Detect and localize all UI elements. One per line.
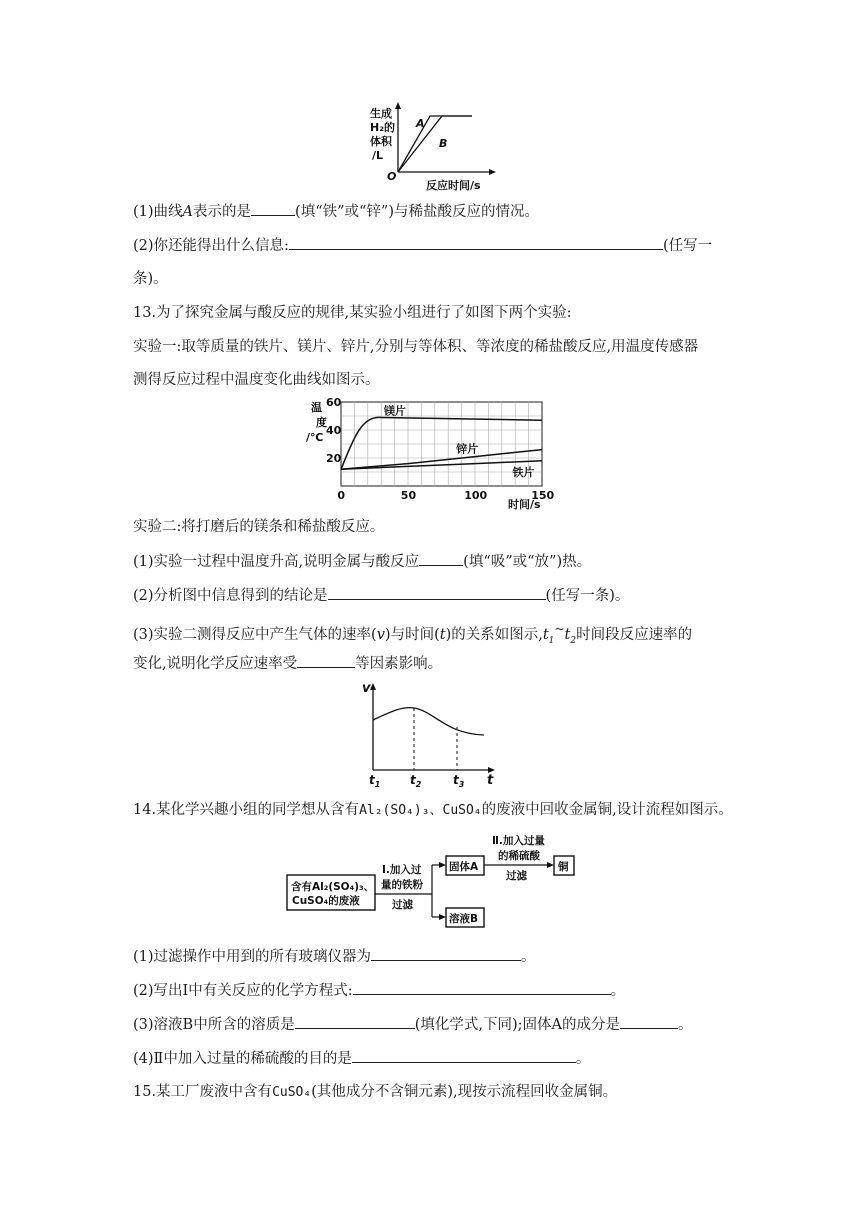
q14-p4-blank[interactable] (352, 1048, 576, 1063)
h2-volume-figure (360, 100, 500, 195)
temp-series-label: 锌片 (456, 442, 479, 456)
step1-line2: 量的铁粉 (381, 879, 423, 891)
temperature-chart (300, 396, 560, 514)
q12-p2-blank[interactable] (289, 235, 663, 250)
q14-p2-text: (2)写出Ⅰ中有关反应的化学方程式: (133, 983, 353, 999)
arrow-to-copper (547, 862, 554, 868)
q14-p3-text: (3)溶液B中所含的溶质是 (133, 1017, 295, 1033)
figure3-t3-label: $t_3$ (453, 773, 465, 789)
q12-p2-tail: (任写一 (662, 238, 713, 254)
temp-series-label: 镁片 (383, 404, 406, 418)
q13-exp1-text1: 实验一:取等质量的铁片、镁片、锌片,分别与等体积、等浓度的稀盐酸反应,用温度传感器 (133, 339, 699, 355)
q12-p1-tail: (填“铁”或“锌”)与稀盐酸反应的情况。 (295, 204, 539, 220)
curve-a-label: A (416, 117, 425, 130)
q13-p3-t1: $t_1$ (542, 626, 555, 646)
temp-ylabel-2: 度 (316, 416, 327, 429)
figure1-xlabel: 反应时间/s (426, 179, 481, 192)
figure3-xlabel: t (487, 773, 494, 788)
q14-part3 (133, 1014, 692, 1035)
temp-ylabel-1: 温 (311, 401, 322, 414)
temp-y-tick: 20 (326, 452, 342, 465)
copper-label: 铜 (558, 861, 569, 873)
q13-p2-tail: (任写一条)。 (545, 588, 630, 604)
q14-intro (133, 800, 733, 821)
q14-p4-tail: 。 (575, 1051, 591, 1067)
q13-p3-f: 等因素影响。 (355, 656, 443, 672)
q14-p3-blank1[interactable] (295, 1014, 415, 1029)
q13-exp1-line1 (133, 337, 698, 357)
solid-a-label: 固体A (449, 861, 479, 873)
start-line1: 含有Al₂(SO₄)₃、 (291, 881, 375, 893)
q14-p2-blank[interactable] (353, 980, 611, 995)
temp-x-tick: 100 (464, 489, 488, 502)
q14-p1-text: (1)过滤操作中用到的所有玻璃仪器为 (133, 949, 372, 965)
q14-p3-tail: 。 (677, 1017, 693, 1033)
figure1-ylabel-4: /L (372, 149, 384, 162)
step2-line1: Ⅱ.加入过量 (492, 835, 545, 847)
temp-ylabel-3: /℃ (306, 431, 324, 444)
rate-curve (373, 708, 484, 735)
q13-exp2 (133, 517, 384, 537)
q13-p3-t: t (439, 626, 446, 643)
step1-line1: Ⅰ.加入过 (382, 864, 422, 876)
q13-p2-blank[interactable] (328, 585, 546, 600)
q13-p3-t2: $t_2$ (564, 626, 577, 646)
q12-p1-after: 表示的是 (193, 204, 252, 220)
q13-part1 (133, 551, 591, 572)
q14-part1 (133, 946, 536, 967)
arrow-to-solid-a (439, 862, 446, 868)
q14-intro-formula: Al₂(SO₄)₃、CuSO₄ (359, 803, 482, 818)
step2-line3: 过滤 (506, 870, 527, 882)
temp-y-tick: 40 (326, 424, 342, 437)
solution-b-label: 溶液B (449, 913, 479, 925)
q13-p3-a: (3)实验二测得反应中产生气体的速率( (133, 626, 377, 643)
q14-intro-a: 14.某化学兴趣小组的同学想从含有 (133, 802, 360, 818)
figure3-t2-label: $t_2$ (410, 773, 422, 789)
curve-b-label: B (439, 137, 448, 150)
figure1-origin: O (387, 170, 397, 183)
temp-xlabel: 时间/s (508, 498, 541, 511)
q12-p1-blank[interactable] (251, 201, 295, 216)
q14-p3-mid: (填化学式,下同);固体A的成分是 (414, 1017, 620, 1033)
start-line2: CuSO₄的废液 (292, 895, 360, 907)
q12-p2-text: (2)你还能得出什么信息: (133, 238, 289, 254)
q13-p1-blank[interactable] (419, 551, 463, 566)
q13-p3-b: )与时间( (384, 626, 440, 643)
temp-series-label: 铁片 (512, 465, 535, 479)
temp-x-tick: 150 (531, 489, 555, 502)
figure1-y-arrow (395, 102, 401, 109)
q13-part3-line2 (133, 653, 442, 674)
q13-exp2-text: 实验二:将打磨后的镁条和稀盐酸反应。 (133, 519, 385, 535)
q13-p3-e: 变化,说明化学反应速率受 (133, 656, 298, 672)
q14-p1-blank[interactable] (371, 946, 521, 961)
q14-intro-b: 的废液中回收金属铜,设计流程如图示。 (481, 802, 733, 818)
q14-part4 (133, 1048, 590, 1069)
q12-part1 (133, 201, 539, 222)
q13-exp1-text2: 测得反应过程中温度变化曲线如图示。 (133, 372, 380, 388)
figure3-y-arrow (370, 683, 376, 690)
q13-p3-v: v (376, 626, 385, 643)
q13-p1-tail: (填“吸”或“放”)热。 (463, 554, 592, 570)
q15-text-b: (其他成分不含铜元素),现按示流程回收金属铜。 (311, 1084, 618, 1100)
temp-x-tick: 0 (337, 489, 346, 502)
q13-p3-tilde: ~ (554, 622, 565, 636)
q13-p2-text: (2)分析图中信息得到的结论是 (133, 588, 328, 604)
q13-p3-blank[interactable] (297, 653, 355, 668)
q12-part2 (133, 235, 712, 256)
q13-p3-c: )的关系如图示, (445, 626, 543, 643)
recovery-flowchart (286, 832, 586, 932)
q15-intro (133, 1082, 617, 1103)
q12-p1-before: (1)曲线 (133, 204, 183, 220)
q14-p2-tail: 。 (610, 983, 626, 999)
q14-p3-blank2[interactable] (620, 1014, 678, 1029)
temp-y-tick: 60 (326, 396, 342, 409)
q14-p4-text: (4)Ⅱ中加入过量的稀硫酸的目的是 (133, 1051, 352, 1067)
temp-x-tick: 50 (400, 489, 417, 502)
q13-intro-text: 13.为了探究金属与酸反应的规律,某实验小组进行了如图下两个实验: (133, 305, 572, 321)
q13-p3-d: 时间段反应速率的 (576, 626, 693, 643)
q12-part2-wrap (133, 269, 168, 289)
figure1-ylabel-3: 体积 (370, 135, 392, 148)
q14-part2 (133, 980, 625, 1001)
q12-p1-var: A (182, 204, 194, 220)
figure1-ylabel-2: H₂的 (370, 121, 396, 134)
q13-part2 (133, 585, 629, 606)
q15-formula: CuSO₄ (272, 1085, 312, 1100)
figure3-ylabel: v (362, 681, 371, 696)
q14-p1-tail: 。 (521, 949, 536, 965)
q13-exp1-line2 (133, 370, 380, 390)
figure1-x-arrow (489, 169, 496, 175)
figure1-ylabel-1: 生成 (370, 107, 392, 120)
q12-p2-wrap: 条)。 (133, 271, 168, 287)
q13-part3-line1 (133, 619, 692, 651)
step1-line3: 过滤 (392, 899, 413, 911)
curve-b (398, 116, 472, 172)
arrow-to-solution-b (439, 914, 446, 920)
q15-text-a: 15.某工厂废液中含有 (133, 1084, 273, 1100)
q13-intro (133, 303, 572, 323)
figure3-t1-label: $t_1$ (369, 773, 381, 789)
q13-p1-text: (1)实验一过程中温度升高,说明金属与酸反应 (133, 554, 420, 570)
rate-time-figure (360, 680, 500, 788)
step2-line2: 的稀硫酸 (498, 850, 540, 862)
